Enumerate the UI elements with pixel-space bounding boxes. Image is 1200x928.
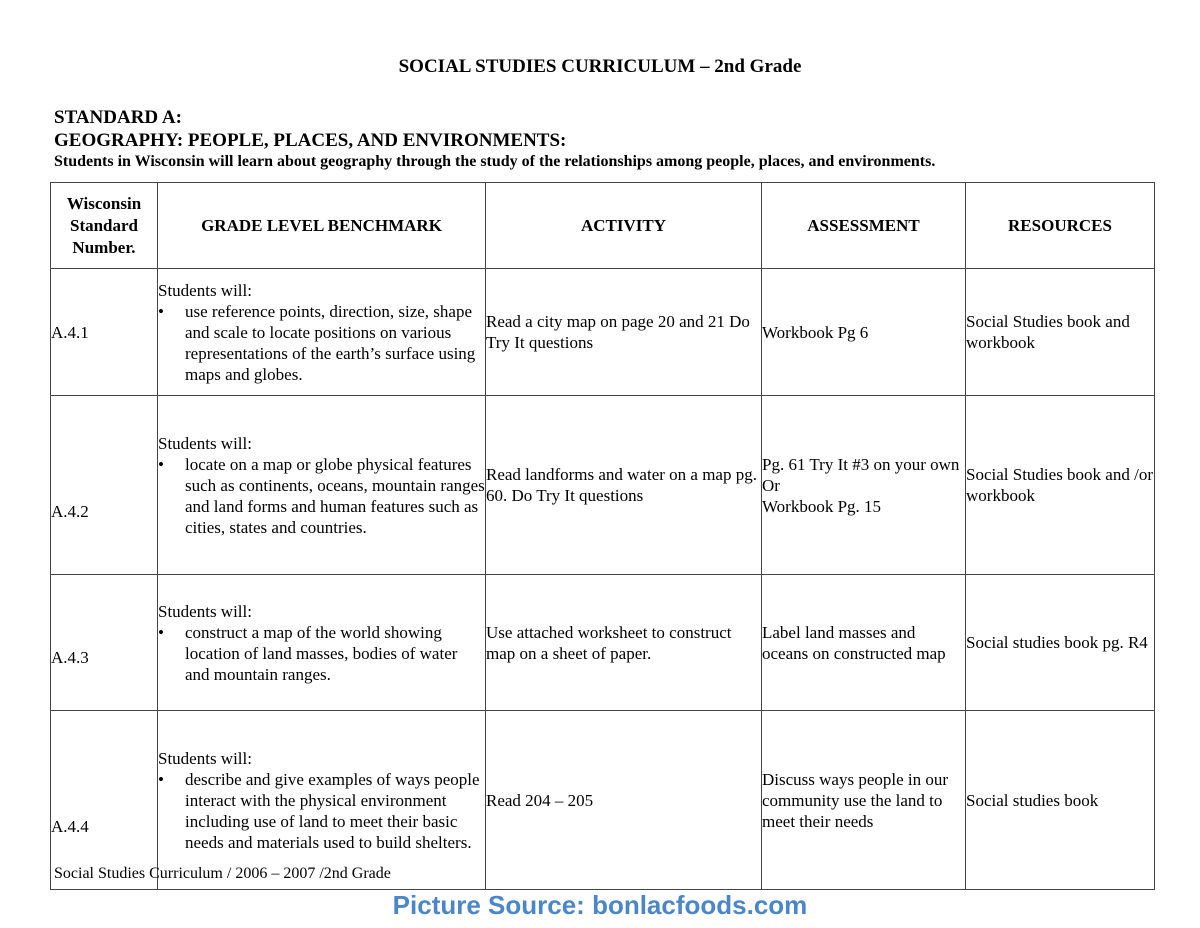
assessment-cell: Discuss ways people in our community use the land to meet their needs: [762, 711, 966, 890]
document-title: SOCIAL STUDIES CURRICULUM – 2nd Grade: [398, 56, 802, 77]
header-activity: ACTIVITY: [486, 183, 762, 269]
standard-name: GEOGRAPHY: PEOPLE, PLACES, AND ENVIRONMENTS:: [54, 130, 567, 151]
activity-cell: Use attached worksheet to construct map on a sheet of paper.: [486, 575, 762, 711]
activity-cell: Read 204 – 205: [486, 711, 762, 890]
table-row: [51, 711, 1155, 890]
curriculum-table: [50, 182, 1155, 890]
header-standard-line: Standard: [69, 215, 139, 235]
bullet-icon: •: [158, 454, 164, 474]
activity-cell: Read landforms and water on a map pg. 60. Do Try It questions: [486, 396, 762, 575]
assessment-line: Pg. 61 Try It #3 on your own: [762, 454, 960, 474]
assessment-cell: Label land masses and oceans on constructed map: [762, 575, 966, 711]
assessment-cell: Workbook Pg 6: [762, 269, 966, 396]
picture-source-watermark: Picture Source: bonlacfoods.com: [392, 890, 808, 920]
header-resources: RESOURCES: [966, 183, 1155, 269]
standard-number-cell: A.4.3: [51, 575, 158, 711]
benchmark-text: use reference points, direction, size, shape and scale to locate positions on various representations of the earth’s surface using maps and globes.: [185, 301, 476, 384]
header-standard-number: [51, 183, 158, 269]
benchmark-bullet: [158, 622, 485, 685]
assessment-cell: [762, 396, 966, 575]
benchmark-intro: Students will:: [158, 748, 252, 768]
benchmark-cell: [158, 396, 486, 575]
standard-number-cell: A.4.2: [51, 396, 158, 575]
bullet-icon: •: [158, 301, 164, 321]
resources-cell: Social studies book: [966, 711, 1155, 890]
table-header-row: [51, 183, 1155, 269]
table-row: [51, 575, 1155, 711]
resources-cell: Social Studies book and workbook: [966, 269, 1155, 396]
benchmark-intro: Students will:: [158, 280, 252, 300]
benchmark-intro: Students will:: [158, 601, 252, 621]
benchmark-intro: Students will:: [158, 433, 252, 453]
standard-description: Students in Wisconsin will learn about geography through the study of the relationships among people, places, and environments.: [54, 153, 936, 170]
standard-label: STANDARD A:: [54, 107, 182, 128]
bullet-icon: •: [158, 769, 164, 789]
benchmark-text: locate on a map or globe physical features such as continents, oceans, mountain ranges and land forms and human features such as cities, states and countries.: [185, 454, 485, 537]
assessment-line: Workbook Pg. 15: [762, 496, 882, 516]
benchmark-bullet: [158, 769, 485, 853]
activity-cell: Read a city map on page 20 and 21 Do Try It questions: [486, 269, 762, 396]
benchmark-text: describe and give examples of ways people interact with the physical environment including use of land to meet their basic needs and materials used to build shelters.: [185, 769, 480, 852]
benchmark-cell: [158, 269, 486, 396]
benchmark-bullet: [158, 454, 485, 538]
benchmark-cell: [158, 575, 486, 711]
page-footer: Social Studies Curriculum / 2006 – 2007 /2nd Grade: [54, 865, 391, 882]
table-row: [51, 396, 1155, 575]
header-standard-line: Wisconsin: [66, 193, 142, 213]
header-standard-line: Number.: [72, 237, 136, 257]
resources-cell: Social Studies book and /or workbook: [966, 396, 1155, 575]
header-benchmark: GRADE LEVEL BENCHMARK: [158, 183, 486, 269]
resources-cell: Social studies book pg. R4: [966, 575, 1155, 711]
standard-number-cell: A.4.4: [51, 711, 158, 890]
header-assessment: ASSESSMENT: [762, 183, 966, 269]
bullet-icon: •: [158, 622, 164, 642]
benchmark-bullet: [158, 301, 485, 385]
table-row: [51, 269, 1155, 396]
standard-number-cell: A.4.1: [51, 269, 158, 396]
benchmark-cell: [158, 711, 486, 890]
assessment-line: Or: [762, 475, 780, 495]
benchmark-text: construct a map of the world showing location of land masses, bodies of water and mountain ranges.: [185, 622, 458, 684]
